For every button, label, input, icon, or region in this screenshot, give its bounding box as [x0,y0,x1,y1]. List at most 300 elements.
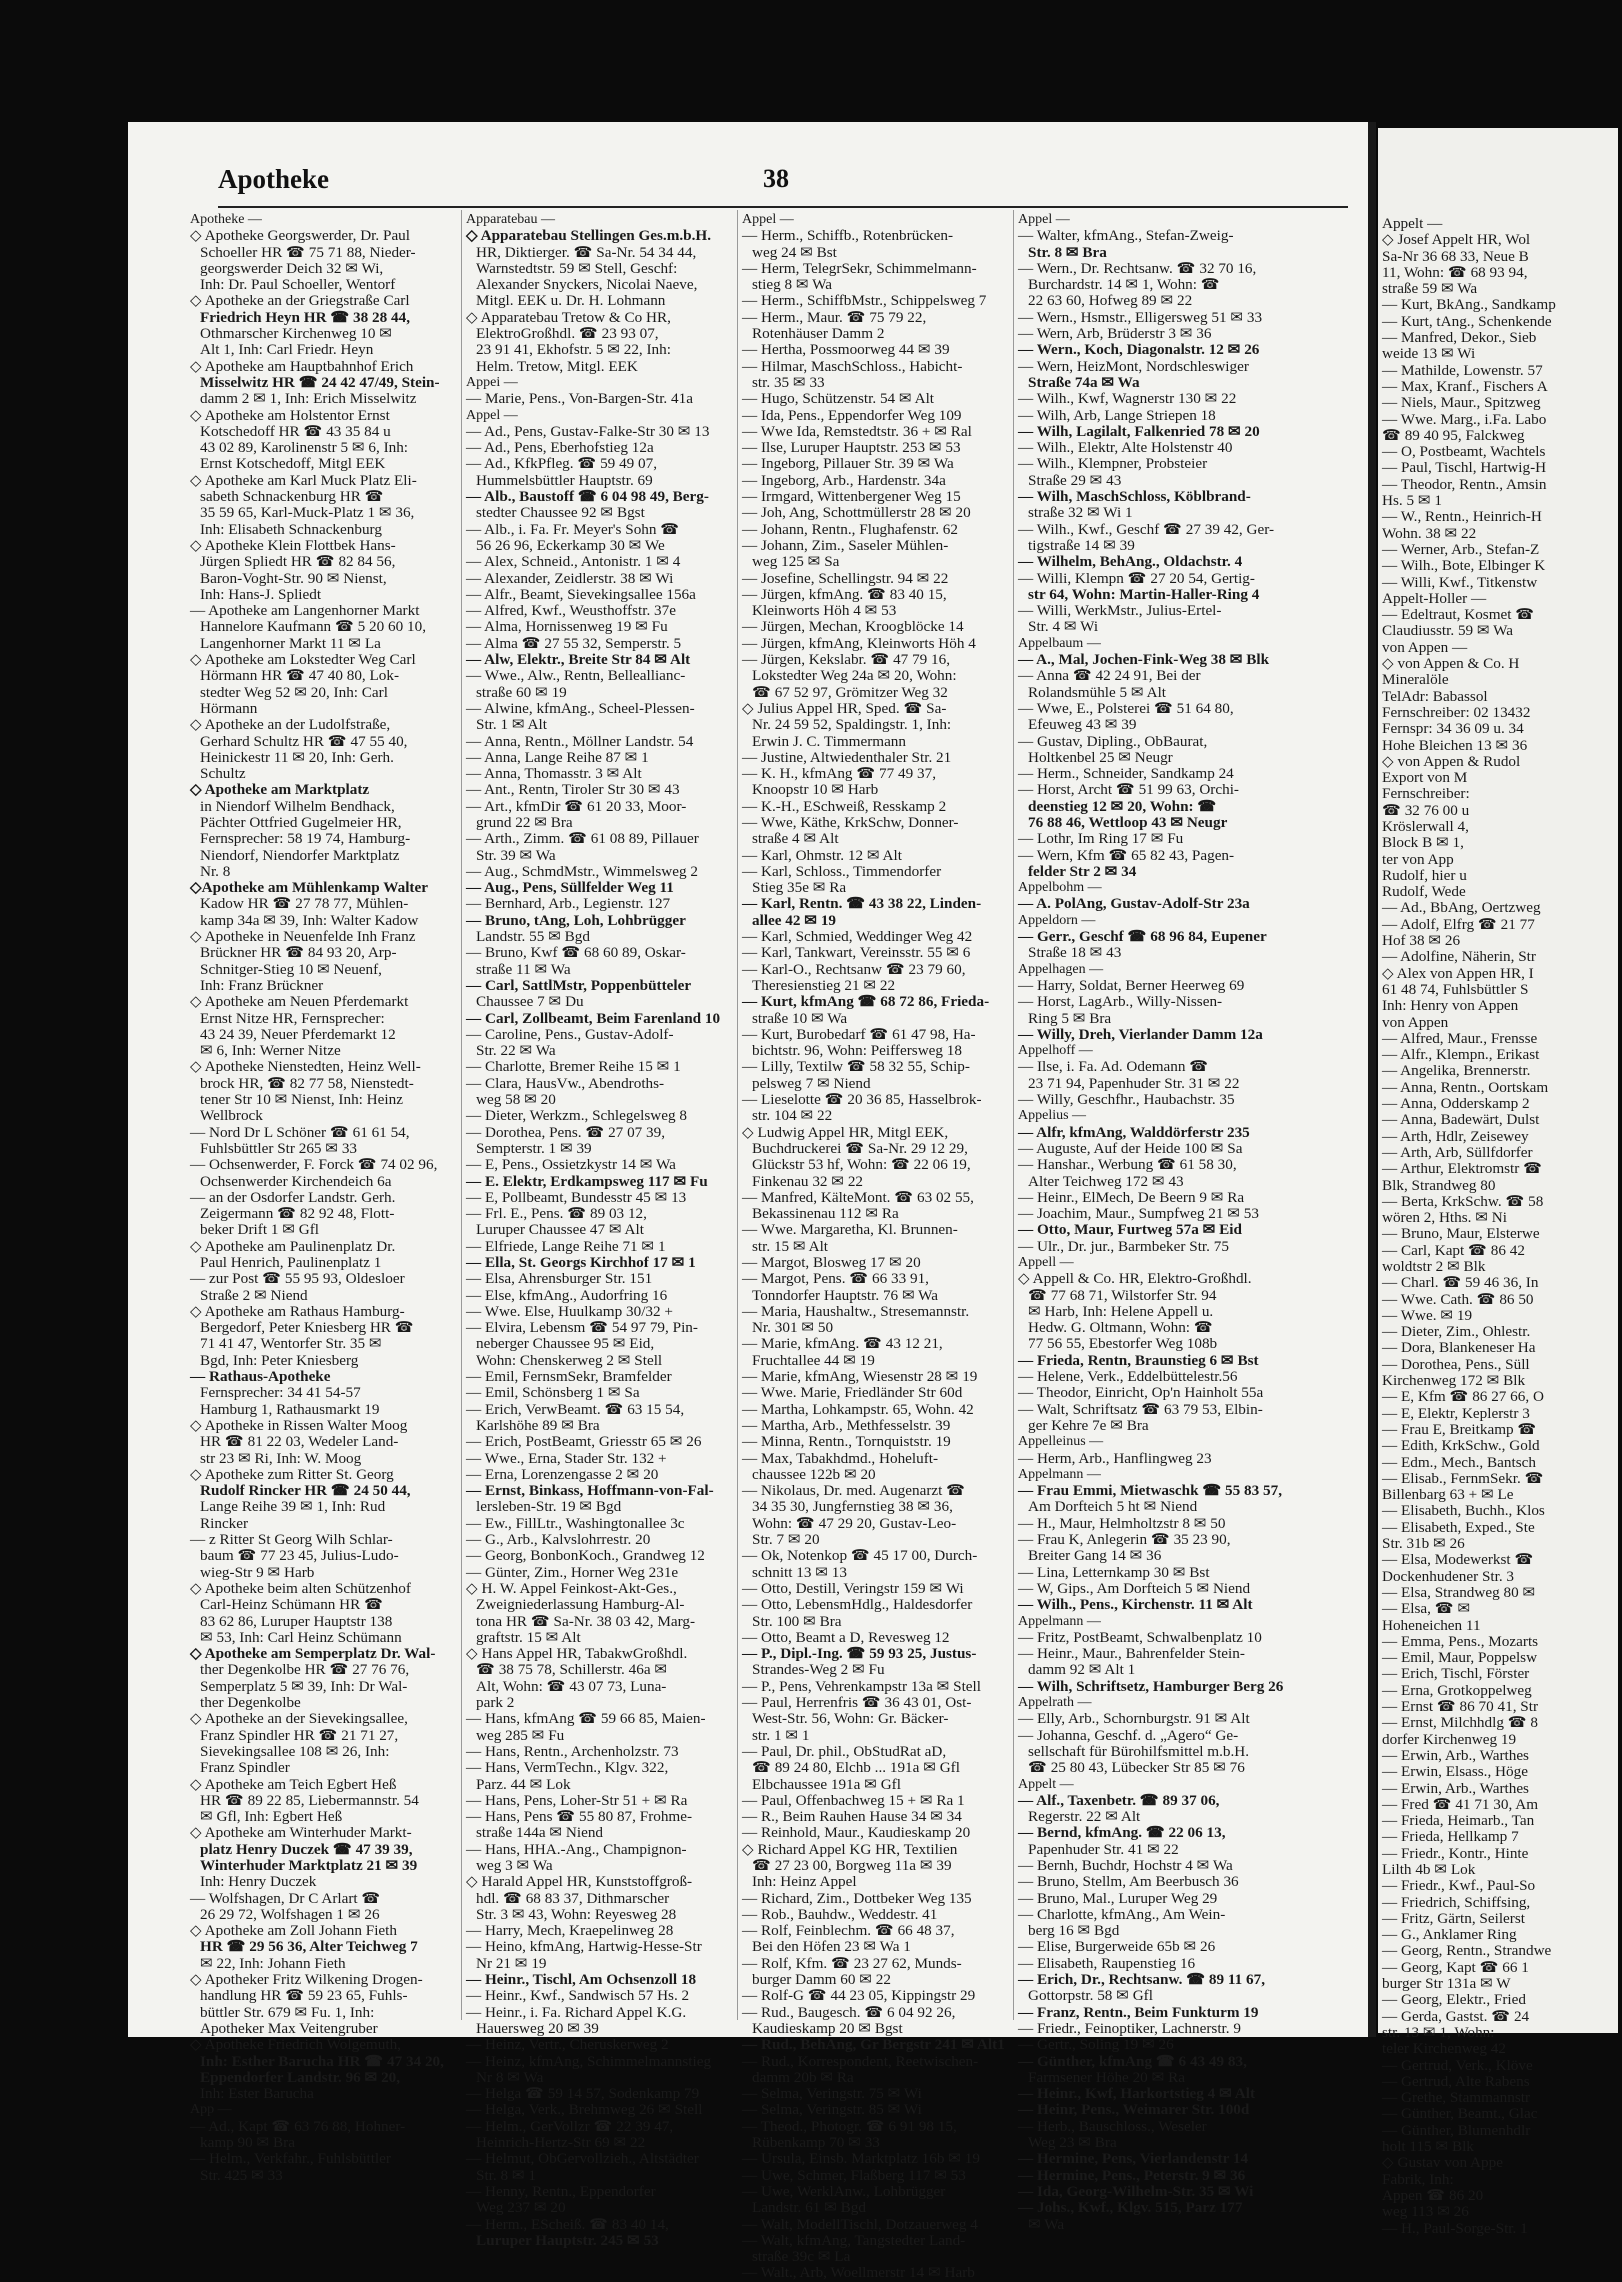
directory-entry-line: Apparatebau — [466,212,556,227]
directory-entry-line: — Ursula, Einsb. Marktplatz 16b ✉ 19 [742,2150,980,2168]
directory-entry-line: hdl. ☎ 68 83 37, Dithmarscher [476,1889,670,1907]
directory-entry-line: sellschaft für Bürohilfsmittel m.b.H. [1028,1742,1250,1760]
directory-entry-line: — Bernd, kfmAng. ☎ 22 06 13, [1018,1824,1226,1842]
directory-entry-line: graftstr. 15 ✉ Alt [476,1628,581,1646]
directory-entry-line: — Alb., Baustoff ☎ 6 04 98 49, Berg- [466,488,709,506]
directory-entry-line: — Heinz, Vertr., Cheruskerweg 2 [466,2036,669,2054]
directory-entry-line: Rübenkamp 70 ✉ 33 [752,2134,880,2152]
directory-entry-line: — Adolfine, Näherin, Str [1382,948,1536,966]
directory-entry-line: 76 88 46, Wettloop 43 ✉ Neugr [1028,813,1228,831]
directory-entry-line: — Harry, Soldat, Berner Heerweg 69 [1018,976,1245,994]
directory-entry-line: — K. H., kfmAng ☎ 77 49 37, [742,765,936,783]
directory-entry-line: — Hermine, Pens, Vierlandenstr 14 [1018,2150,1249,2168]
directory-entry-line: Fuhlsbüttler Str 265 ✉ 33 [200,1139,358,1157]
directory-entry-line: — Ingeborg, Arb., Hardenstr. 34a [742,471,946,489]
directory-entry-line: Bekassinenau 112 ✉ Ra [752,1205,899,1223]
directory-entry-line: ◇ Apotheke am Rathaus Hamburg- [190,1302,405,1320]
directory-entry-line: — Emma, Pens., Mozarts [1382,1632,1539,1650]
directory-entry-line: ◇ H. W. Appel Feinkost-Akt-Ges., [466,1579,677,1597]
directory-entry-line: — Otto, Maur, Furtweg 57a ✉ Eid [1018,1221,1242,1239]
directory-entry-line: — Wwe. Marie, Friedländer Str 60d [742,1384,963,1402]
directory-entry-line: Am Dorfteich 5 ht ✉ Niend [1028,1498,1198,1516]
directory-entry-line: — Martha, Arb., Methfesselstr. 39 [742,1416,951,1434]
directory-entry-line: von Appen — [1382,638,1468,656]
directory-entry-line: — Heinr., i. Fa. Richard Appel K.G. [466,2003,687,2021]
directory-column-1 [190,212,462,2184]
directory-entry-line: weg 3 ✉ Wa [476,1856,553,1874]
directory-entry-line: — Heinr., Tischl, Am Ochsenzoll 18 [466,1971,697,1989]
directory-entry-line: — Friedr., Kwf., Paul-So [1382,1877,1536,1895]
directory-entry-line: — Elfriede, Lange Reihe 71 ✉ 1 [466,1237,666,1255]
directory-entry-line: ✉ Harb, Inh: Helene Appell u. [1028,1302,1214,1320]
directory-entry-line: — Anna, Rentn., Möllner Landstr. 54 [466,732,694,750]
directory-entry-line: Lokstedter Weg 24a ✉ 20, Wohn: [752,667,957,685]
directory-entry-line: — Erich, VerwBeamt. ☎ 63 15 54, [466,1400,685,1418]
directory-entry-line: Brückner HR ☎ 84 93 20, Arp- [200,944,397,962]
directory-entry-line: — Herm., Schiffb., Rotenbrücken- [742,227,954,245]
directory-entry-line: — Nikolaus, Dr. med. Augenarzt ☎ [742,1482,966,1500]
directory-entry-line: str. 1 ✉ 1 [752,1726,810,1744]
directory-entry-line: ◇ Apotheke am Marktplatz [190,781,370,799]
directory-entry-line: — Otto, LebensmHdlg., Haldesdorfer [742,1596,973,1614]
directory-entry-line: — Dieter, Zim., Ohlestr. [1382,1323,1531,1341]
directory-entry-line: straße 32 ✉ Wi 1 [1028,504,1133,522]
directory-entry-line: — zur Post ☎ 55 95 93, Oldesloer [190,1270,405,1288]
directory-entry-line: Straße 29 ✉ 43 [1028,471,1122,489]
directory-entry-line: str. 13 ✉ 1, Wohn: [1382,2023,1495,2041]
directory-entry-line: — Erwin, Arb., Warthes [1382,1779,1529,1797]
directory-entry-line: weg 113 ✉ 26 [1382,2203,1469,2221]
directory-entry-line: 71 41 47, Wentorfer Str. 35 ✉ [200,1335,382,1353]
directory-entry-line: — Friedrich, Schiffsing, [1382,1893,1531,1911]
directory-entry-line: — Wwe., Erna, Stader Str. 132 + [466,1449,667,1467]
directory-entry-line: App — [190,2102,232,2118]
directory-entry-line: — Lilly, Textilw ☎ 58 32 55, Schip- [742,1058,970,1076]
directory-entry-line: — Anna, Lange Reihe 87 ✉ 1 [466,748,649,766]
directory-entry-line: stedter Chaussee 92 ✉ Bgst [476,504,645,522]
directory-entry-line: — Ernst, Binkass, Hoffmann-von-Fal- [466,1482,714,1500]
directory-entry-line: — Else, kfmAng., Audorfring 16 [466,1286,668,1304]
directory-entry-line: — Karl, Ohmstr. 12 ✉ Alt [742,846,902,864]
directory-entry-line: — Alfr, kfmAng, Walddörferstr 235 [1018,1123,1250,1141]
directory-entry-line: ter von App [1382,850,1454,868]
directory-entry-line: teler Kirchenweg 42 [1382,2040,1506,2058]
directory-entry-line: 43 02 89, Karolinenstr 5 ✉ 6, Inh: [200,439,409,457]
directory-entry-line: — Friedr., Feinoptiker, Lachnerstr. 9 [1018,2019,1241,2037]
directory-entry-line: Appell — [1018,1255,1074,1270]
directory-entry-line: — Reinhold, Maur., Kaudieskamp 20 [742,1824,971,1842]
directory-entry-line: — Arthur, Elektromstr ☎ [1382,1160,1543,1178]
directory-entry-line: — Ant., Rentn, Tiroler Str 30 ✉ 43 [466,781,680,799]
directory-entry-line: Wohn: Chenskerweg 2 ✉ Stell [476,1351,663,1369]
directory-entry-line: damm 92 ✉ Alt 1 [1028,1661,1136,1679]
directory-entry-line: — Apotheke am Langenhorner Markt [190,602,420,620]
directory-entry-line: Weg 237 ✉ 20 [476,2199,566,2217]
directory-entry-line: — Emil, Maur, Poppelsw [1382,1649,1538,1667]
directory-entry-line: Appelmann — [1018,1466,1101,1482]
directory-entry-line: Efeuweg 43 ✉ 39 [1028,716,1137,734]
directory-entry-line: Blk, Strandweg 80 [1382,1176,1496,1194]
directory-entry-line: — Wwe. Marg., i.Fa. Labo [1382,410,1547,428]
directory-entry-line: — Paul, Tischl, Hartwig-H [1382,459,1547,477]
directory-entry-line: — Alb., i. Fa. Fr. Meyer's Sohn ☎ [466,520,680,538]
directory-entry-line: — Rolf, Feinblechm. ☎ 66 48 37, [742,1922,955,1940]
directory-entry-line: Appelmann — [1018,1613,1101,1629]
directory-entry-line: damm 20b ✉ Ra [752,2068,854,2086]
directory-entry-line: Holtkenbel 25 ✉ Neugr [1028,748,1173,766]
directory-entry-line: Alexander Snyckers, Nicolai Naeve, [476,276,698,294]
directory-entry-line: Str. 4 ✉ Wi [1028,618,1099,636]
directory-entry-line: woldtstr 2 ✉ Blk [1382,1258,1486,1275]
directory-entry-line: Farmsener Höhe 20 ✉ Ra [1028,2068,1185,2086]
directory-entry-line: Bei den Höfen 23 ✉ Wa 1 [752,1938,911,1956]
directory-entry-line: tener Str 10 ✉ Nienst, Inh: Heinz [200,1091,403,1109]
directory-entry-line: — Marie, kfmAng, Wiesenstr 28 ✉ 19 [742,1368,978,1386]
directory-entry-line: — Heinz, kfmAng, Schimmelmannstieg [466,2052,712,2070]
directory-entry-line: — E, Elektr, Keplerstr 3 [1382,1404,1530,1422]
directory-entry-line: Gottorpstr. 58 ✉ Gfl [1028,1987,1153,2005]
directory-entry-line: Elbchaussee 191a ✉ Gfl [752,1775,901,1793]
directory-entry-line: — Frau Emmi, Mietwaschk ☎ 55 83 57, [1018,1482,1283,1500]
directory-entry-line: Str. 425 ✉ 33 [200,2166,283,2184]
directory-entry-line: — Alf., Taxenbetr. ☎ 89 37 06, [1018,1791,1220,1809]
directory-entry-line: — Max, Kranf., Fischers A [1382,377,1548,395]
directory-entry-line: — Hans, Rentn., Archenholzstr. 73 [466,1742,679,1760]
directory-entry-line: — Ok, Notenkop ☎ 45 17 00, Durch- [742,1547,978,1565]
adjacent-page [1378,128,1618,2237]
directory-entry-line: pelsweg 7 ✉ Niend [752,1074,871,1092]
directory-entry-line: — Helm., Verkfahr., Fuhlsbüttler [190,2150,391,2168]
directory-entry-line: Str. 39 ✉ Wa [476,846,556,864]
directory-entry-line: — Horst, Archt ☎ 51 99 63, Orchi- [1018,781,1239,799]
directory-entry-line: — Wolfshagen, Dr C Arlart ☎ [190,1889,381,1907]
directory-entry-line: — Walt, Schriftsatz ☎ 63 79 53, Elbin- [1018,1400,1263,1418]
directory-entry-line: Regerstr. 22 ✉ Alt [1028,1808,1141,1826]
directory-entry-line: — Anna, Thomasstr. 3 ✉ Alt [466,765,642,783]
directory-entry-line: — Alma ☎ 27 55 32, Semperstr. 5 [466,634,682,652]
directory-entry-line: Hannelore Kaufmann ☎ 5 20 60 10, [200,618,427,636]
directory-entry-line: brock HR, ☎ 82 77 58, Nienstedt- [200,1074,414,1092]
directory-entry-line: Appelt-Holler — [1382,589,1487,607]
directory-entry-line: — Edith, KrkSchw., Gold [1382,1437,1540,1455]
directory-entry-line: — Jürgen, Kekslabr. ☎ 47 79 16, [742,651,951,669]
directory-entry-line: ◇ Julius Appel HR, Sped. ☎ Sa- [742,699,947,717]
directory-entry-line: — Frau E, Breitkamp ☎ [1382,1420,1537,1438]
directory-entry-line: — Clara, HausVw., Abendroths- [466,1074,665,1092]
directory-entry-line: Mitgl. EEK u. Dr. H. Lohmann [476,292,666,310]
directory-entry-line: — Erwin, Elsass., Höge [1382,1763,1528,1781]
directory-entry-line: Appel — [466,407,518,423]
directory-entry-line: — E. Elektr, Erdkampsweg 117 ✉ Fu [466,1172,708,1190]
directory-entry-line: — Emil, FernsmSekr, Bramfelder [466,1368,672,1386]
directory-entry-line: wieg-Str 9 ✉ Harb [200,1563,315,1581]
directory-entry-line: — A. PolAng, Gustav-Adolf-Str 23a [1018,895,1250,913]
directory-entry-line: Kadow HR ☎ 27 78 77, Mühlen- [200,895,409,913]
directory-entry-line: Hörmann HR ☎ 47 40 80, Lok- [200,667,400,685]
directory-entry-line: Lilth 4b ✉ Lok [1382,1860,1476,1878]
directory-entry-line: 43 24 39, Neuer Pferdemarkt 12 [200,1025,396,1043]
directory-entry-line: — Erich, Dr., Rechtsanw. ☎ 89 11 67, [1018,1971,1266,1989]
directory-entry-line: — Lieselotte ☎ 20 36 85, Hasselbrok- [742,1091,982,1109]
directory-entry-line: — Richard, Zim., Dottbeker Weg 135 [742,1889,972,1907]
directory-entry-line: str 64, Wohn: Martin-Haller-Ring 4 [1028,585,1260,603]
directory-entry-line: — Adolf, Elfrg ☎ 21 77 [1382,915,1535,933]
directory-entry-line: straße 10 ✉ Wa [752,1009,848,1027]
directory-entry-line: ☎ 77 68 71, Wilstorfer Str. 94 [1028,1286,1217,1304]
directory-entry-line: HR ☎ 29 56 36, Alter Teichweg 7 [200,1938,418,1956]
directory-entry-line: — Joachim, Maur., Sumpfweg 21 ✉ 53 [1018,1205,1259,1223]
directory-entry-line: — Justine, Altwiedenthaler Str. 21 [742,748,952,766]
directory-entry-line: — Rud., Korrespondent, Reetwischen- [742,2052,979,2070]
directory-entry-line: — Gerda, Gastst. ☎ 24 [1382,2007,1530,2025]
directory-entry-line: Str. 7 ✉ 20 [752,1531,820,1549]
directory-entry-line: — Wern, HeizMont, Nordschleswiger [1018,357,1249,375]
directory-entry-line: Rudolf, Wede [1382,883,1466,901]
directory-entry-line: — Wilh., Pens., Kirchenstr. 11 ✉ Alt [1018,1596,1253,1614]
directory-entry-line: — Paul, Dr. phil., ObStudRat aD, [742,1742,947,1760]
directory-column-3 [742,212,1014,2282]
directory-entry-line: Kaudieskamp 20 ✉ Bgst [752,2019,903,2037]
directory-entry-line: bichtstr. 96, Wohn: Peiffersweg 18 [752,1042,962,1060]
directory-entry-line: — Anna, Odderskamp 2 [1382,1095,1530,1113]
directory-entry-line: Str. 100 ✉ Bra [752,1612,842,1630]
directory-entry-line: straße 11 ✉ Wa [476,960,571,978]
directory-entry-line: — Aug., SchmdMstr., Wimmelsweg 2 [466,862,698,880]
directory-entry-line: — W, Gips., Am Dorfteich 5 ✉ Niend [1018,1579,1251,1597]
directory-entry-line: Mineralöle [1382,671,1449,689]
directory-entry-line: — Ida, Pens., Eppendorfer Weg 109 [742,406,962,424]
directory-entry-line: — Elise, Burgerweide 65b ✉ 26 [1018,1938,1216,1956]
directory-entry-line: Warnstedtstr. 59 ✉ Stell, Geschf: [476,259,678,277]
directory-entry-line: — Helga ☎ 59 14 57, Sodenkamp 79 [466,2085,700,2103]
directory-entry-line: — Hans, VermTechn., Klgv. 322, [466,1759,669,1777]
directory-entry-line: — Helmut, ObGervollzieh., Altstädter [466,2150,699,2168]
directory-entry-line: — Wwe, E., Polsterei ☎ 51 64 80, [1018,699,1234,717]
directory-entry-line: Fernschreiber: [1382,785,1470,803]
directory-entry-line: Zweigniederlassung Hamburg-Al- [476,1596,685,1614]
directory-entry-line: Winterhuder Marktplatz 21 ✉ 39 [200,1856,418,1874]
directory-entry-line: — Niels, Maur., Spitzweg [1382,394,1541,412]
directory-entry-line: — Nord Dr L Schöner ☎ 61 61 54, [190,1123,410,1141]
header-rule [218,206,1348,208]
directory-entry-line: Fruchtallee 44 ✉ 19 [752,1351,875,1369]
directory-entry-line: Rudolf Rincker HR ☎ 24 50 44, [200,1482,411,1500]
directory-entry-line: Appelhoff — [1018,1043,1093,1059]
directory-entry-line: — Wern, Kfm ☎ 65 82 43, Pagen- [1018,846,1235,864]
directory-entry-line: ✉ 22, Inh: Johann Fieth [200,1954,346,1972]
directory-entry-line: — Bruno, Kwf ☎ 68 60 89, Oskar- [466,944,686,962]
directory-entry-line: — Herm., Maur. ☎ 75 79 22, [742,308,927,326]
directory-entry-line: — Heinr, Pens., Weimarer Str. 100d [1018,2101,1250,2119]
directory-entry-line: — Theod., Photogr. ☎ 6 91 98 15, [742,2117,957,2135]
directory-entry-line: str. 35 ✉ 33 [752,373,825,391]
directory-entry-line: — Fritz, PostBeamt, Schwalbenplatz 10 [1018,1628,1262,1646]
directory-entry-line: Appelbaum — [1018,635,1101,651]
directory-entry-line: Luruper Hauptstr. 245 ✉ 53 [476,2231,659,2249]
directory-entry-line: — Günter, Zim., Horner Weg 231e [466,1563,679,1581]
directory-entry-line: — Hans, kfmAng ☎ 59 66 85, Maien- [466,1710,706,1728]
directory-entry-line: Hedw. G. Oltmann, Wohn: ☎ [1028,1319,1213,1337]
directory-entry-line: ◇ Apotheke am Karl Muck Platz Eli- [190,471,417,489]
column-divider [1013,210,1014,2020]
directory-entry-line: Langenhorner Markt 11 ✉ La [200,634,381,652]
directory-entry-line: handlung HR ☎ 59 23 65, Fuhls- [200,1987,408,2005]
directory-entry-line: dorfer Kirchenweg 19 [1382,1730,1517,1748]
directory-entry-line: — H., Paul-Sorge-Str. 1 [1382,2219,1528,2237]
directory-entry-line: Appelius — [1018,1108,1087,1124]
directory-entry-line: ◇ von Appen & Co. H [1382,655,1520,673]
directory-entry-line: Appel — [1018,212,1070,227]
directory-entry-line: — Erich, Tischl, Förster [1382,1665,1530,1683]
directory-entry-line: 11, Wohn: ☎ 68 93 94, [1382,263,1528,281]
directory-entry-line: ☎ 27 23 00, Borgweg 11a ✉ 39 [752,1856,952,1874]
directory-entry-line: — Hans, HHA.-Ang., Champignon- [466,1840,687,1858]
directory-entry-line: Hof 38 ✉ 26 [1382,932,1461,950]
directory-entry-line: — Bernhard, Arb., Legienstr. 127 [466,895,671,913]
directory-entry-line: ther Degenkolbe [200,1694,301,1712]
directory-entry-line: Ernst Kotschedoff, Mitgl EEK [200,455,386,473]
directory-entry-line: — Frl. E., Pens. ☎ 89 03 12, [466,1205,647,1223]
directory-entry-line: West-Str. 56, Wohn: Gr. Bäcker- [752,1710,949,1728]
directory-entry-line: Block B ✉ 1, [1382,834,1464,852]
directory-entry-line: Kirchenweg 172 ✉ Blk [1382,1372,1526,1390]
directory-entry-line: Breiter Gang 14 ✉ 36 [1028,1547,1162,1565]
directory-entry-line: Nr 8 ✉ Wa [476,2068,544,2086]
directory-entry-line: — Wilh, Lagilalt, Falkenried 78 ✉ 20 [1018,422,1260,440]
directory-entry-line: Fernsprecher: 58 19 74, Hamburg- [200,830,411,848]
directory-entry-line: — Henny, Rentn., Eppendorfer [466,2182,656,2200]
directory-entry-line: — Emil, Schönsberg 1 ✉ Sa [466,1384,640,1402]
directory-entry-line: — Gustav, Dipling., ObBaurat, [1018,732,1208,750]
directory-entry-line: ☎ 67 52 97, Grömitzer Weg 32 [752,683,948,701]
directory-entry-line: Glückstr 53 hf, Wohn: ☎ 22 06 19, [752,1156,971,1174]
directory-entry-line: — Walter, kfmAng., Stefan-Zweig- [1018,227,1234,245]
directory-entry-line: — Johs., Kwf., Klgv. 515, Parz 177 [1018,2199,1243,2217]
directory-entry-line: — Otto, Beamt a D, Revesweg 12 [742,1628,950,1646]
directory-entry-line: Billenbarg 63 + ✉ Le [1382,1486,1514,1504]
directory-entry-line: — Manfred, KälteMont. ☎ 63 02 55, [742,1188,974,1206]
directory-entry-line: tona HR ☎ Sa-Nr. 38 03 42, Marg- [476,1612,696,1630]
directory-entry-line: ◇ Apotheke am Hauptbahnhof Erich [190,357,414,375]
directory-entry-line: ◇ Apotheke am Winterhuder Markt- [190,1824,412,1842]
directory-entry-line: — Berta, KrkSchw. ☎ 58 [1382,1192,1544,1210]
directory-entry-line: — Wilh., Bote, Elbinger K [1382,557,1546,575]
directory-entry-line: Nr. 301 ✉ 50 [752,1319,834,1337]
directory-entry-line: — W., Rentn., Heinrich-H [1382,508,1542,526]
directory-entry-line: holt 115 ✉ Blk [1382,2138,1474,2156]
directory-entry-line: — Alex, Schneid., Antonistr. 1 ✉ 4 [466,553,681,571]
directory-entry-line: Apotheker Max Veitengruber [200,2019,378,2037]
directory-entry-line: chaussee 122b ✉ 20 [752,1465,876,1483]
directory-entry-line: — Alw, Elektr., Breite Str 84 ✉ Alt [466,651,691,669]
directory-entry-line: Str. 3 ✉ 43, Wohn: Reyesweg 28 [476,1905,677,1923]
directory-entry-line: Inh: Franz Brückner [200,976,324,994]
directory-entry-line: — Willy, Dreh, Vierlander Damm 12a [1018,1025,1263,1043]
directory-entry-line: lersleben-Str. 19 ✉ Bgd [476,1498,622,1516]
directory-entry-line: neberger Chaussee 95 ✉ Eid, [476,1335,655,1353]
directory-entry-line: Paul Henrich, Paulinenplatz 1 [200,1254,382,1271]
directory-entry-line: — Ilse, i. Fa. Ad. Odemann ☎ [1018,1058,1209,1076]
directory-entry-line: park 2 [476,1694,515,1712]
directory-entry-line: Appelt — [1018,1776,1074,1792]
directory-entry-line: — Ad., Kapt ☎ 63 76 88, Hohner- [190,2117,406,2135]
directory-entry-line: Fabrik, Inh: [1382,2170,1454,2188]
directory-entry-line: Appelbohm — [1018,880,1102,896]
directory-entry-line: 83 62 86, Luruper Hauptstr 138 [200,1612,393,1630]
directory-entry-line: — Alwine, kfmAng., Scheel-Plessen- [466,699,695,717]
directory-entry-line: — Ernst ☎ 86 70 41, Str [1382,1698,1539,1716]
directory-entry-line: ◇ Apotheke am Neuen Pferdemarkt [190,993,409,1011]
directory-entry-line: — Rathaus-Apotheke [190,1368,331,1386]
directory-entry-line: Weg 23 ✉ Bra [1028,2134,1117,2152]
directory-entry-line: — Caroline, Pens., Gustav-Adolf- [466,1025,674,1043]
directory-entry-line: — Walt., Arb, Woellmerstr 14 ✉ Harb [742,2264,975,2282]
directory-entry-line: — Carl, Kapt ☎ 86 42 [1382,1241,1525,1259]
directory-entry-line: ◇Apotheke am Mühlenkamp Walter [190,879,428,897]
directory-entry-line: — Frieda, Rentn, Braunstieg 6 ✉ Bst [1018,1351,1259,1369]
directory-entry-line: Appelleinus — [1018,1434,1104,1450]
directory-entry-line: — Kurt, kfmAng ☎ 68 72 86, Frieda- [742,993,990,1011]
directory-entry-line: Niendorf, Niendorfer Marktplatz [200,846,400,864]
directory-entry-line: Parz. 44 ✉ Lok [476,1775,571,1793]
directory-entry-line: — Heinr., Kwf., Sandwisch 57 Hs. 2 [466,1987,690,2005]
directory-entry-line: weide 13 ✉ Wi [1382,345,1476,363]
directory-entry-line: Strandes-Weg 2 ✉ Fu [752,1661,885,1679]
directory-entry-line: — Wwe. Else, Huulkamp 30/32 + [466,1302,673,1320]
directory-entry-line: ◇ Apotheke in Rissen Walter Moog [190,1416,408,1434]
directory-entry-line: Theresienstieg 21 ✉ 22 [752,976,896,994]
directory-entry-line: Sempterstr. 1 ✉ 39 [476,1139,592,1157]
directory-entry-line: — Wern., Koch, Diagonalstr. 12 ✉ 26 [1018,341,1260,359]
directory-entry-line: Inh: Hans-J. Spliedt [200,585,322,603]
directory-entry-line: 35 59 65, Karl-Muck-Platz 1 ✉ 36, [200,504,415,522]
directory-entry-line: weg 24 ✉ Bst [752,243,837,261]
directory-entry-line: ◇ Richard Appel KG HR, Textilien [742,1840,958,1858]
directory-entry-line: von Appen [1382,1013,1449,1031]
directory-entry-line: 22 63 60, Hofweg 89 ✉ 22 [1028,292,1193,310]
directory-entry-line: ger Kehre 7e ✉ Bra [1028,1416,1149,1434]
directory-entry-line: — Margot, Pens. ☎ 66 33 91, [742,1270,929,1288]
directory-entry-line: — Elly, Arb., Schornburgstr. 91 ✉ Alt [1018,1710,1250,1728]
directory-entry-line: Hamburg 1, Rathausmarkt 19 [200,1400,380,1418]
directory-entry-line: allee 42 ✉ 19 [752,911,837,929]
directory-entry-line: Inh: Heinz Appel [752,1873,857,1891]
directory-entry-line: — Lothr, Im Ring 17 ✉ Fu [1018,830,1184,848]
directory-entry-line: — Gertrud, Alte Rabens [1382,2072,1530,2090]
directory-entry-line: ◇ von Appen & Rudol [1382,752,1521,770]
directory-entry-line: — Arth, Hdlr, Zeisewey [1382,1127,1529,1145]
directory-entry-line: Tonndorfer Hauptstr. 76 ✉ Wa [752,1286,939,1304]
directory-entry-line: damm 2 ✉ 1, Inh: Erich Misselwitz [200,390,417,408]
directory-entry-line: — Grethe, Stammannstr [1382,2089,1531,2107]
directory-entry-line: — Karl, Schloss., Timmendorfer [742,862,942,880]
directory-entry-line: — Herm, Arb., Hanflingweg 23 [1018,1449,1212,1467]
directory-entry-line: ◇ Apotheke Nienstedten, Heinz Well- [190,1058,421,1076]
directory-entry-line: straße 59 ✉ Wa [1382,280,1478,298]
directory-entry-line: — Wwe., Alw., Rentn, Belleallianc- [466,667,686,685]
directory-entry-line: — Alma, Hornissenweg 19 ✉ Fu [466,618,668,636]
directory-entry-line: — Charl. ☎ 59 46 36, In [1382,1274,1539,1292]
directory-entry-line: Franz Spindler HR ☎ 21 71 27, [200,1726,399,1744]
directory-entry-line: — A., Mal, Jochen-Fink-Weg 38 ✉ Blk [1018,651,1270,669]
directory-entry-line: ◇ Apotheke Friedrich Wolgemuth, [190,2036,401,2054]
directory-entry-line: Alt, Wohn: ☎ 43 07 73, Luna- [476,1677,667,1695]
directory-entry-line: HR, Diktierger. ☎ Sa-Nr. 54 34 44, [476,243,697,261]
directory-entry-line: — Helene, Verk., Eddelbüttelestr.56 [1018,1368,1238,1386]
directory-entry-line: Schnitger-Stieg 10 ✉ Neuenf, [200,960,382,978]
directory-entry-line: — Bruno, tAng, Loh, Lohbrügger [466,911,686,929]
directory-entry-line: Inh: Elisabeth Schnackenburg [200,520,382,538]
